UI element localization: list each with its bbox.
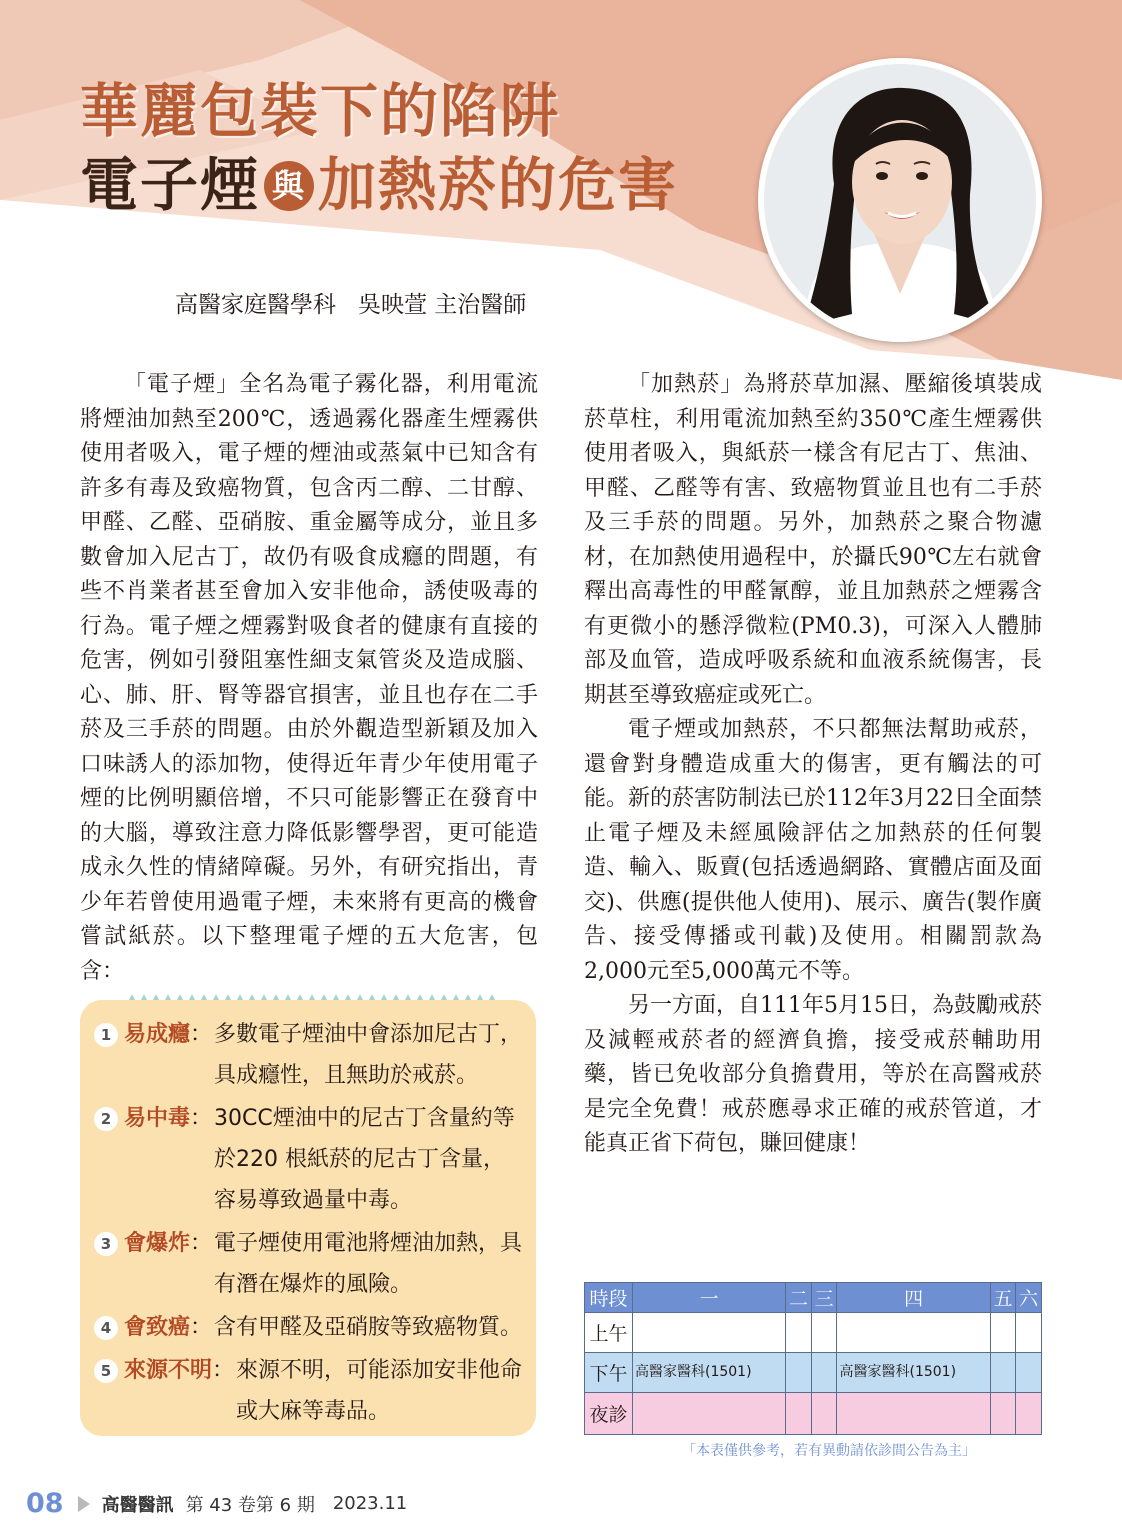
hazard-description: 含有甲醛及亞硝胺等致癌物質。 [214,1315,523,1340]
schedule-note: 「本表僅供參考，若有異動請依診間公告為主」 [682,1443,976,1459]
hazards-box [80,1000,536,1436]
hazard-name: 會爆炸 [124,1231,191,1256]
table-header-cell: 時段 [585,1283,633,1313]
author-portrait [758,58,1042,342]
table-cell [1016,1313,1042,1353]
journal-date: 2023.11 [332,1493,408,1514]
table-cell [990,1313,1016,1353]
table-header-cell: 二 [786,1283,812,1313]
table-header-row [585,1283,1042,1313]
byline [175,286,526,319]
title-e-cigarette: 電子煙 [80,151,261,219]
table-cell [811,1313,837,1353]
title-conjunction-badge: 與 [264,161,314,211]
table-cell [811,1393,837,1435]
table-cell: 高醫家醫科(1501) [837,1353,990,1393]
hazard-colon: ： [190,1106,213,1131]
hazard-name: 易成癮 [124,1022,191,1047]
hazard-item-1 [94,1014,526,1096]
hazard-colon: ： [212,1358,235,1383]
article-left-column [80,368,538,989]
hazard-number-badge: 4 [94,1316,118,1340]
table-header-cell: 三 [811,1283,837,1313]
hazard-number-badge: 5 [94,1359,118,1383]
row-label: 上午 [585,1313,633,1353]
table-cell [837,1313,990,1353]
table-header-cell: 四 [837,1283,990,1313]
table-cell [786,1393,812,1435]
table-cell: 高醫家醫科(1501) [633,1353,786,1393]
table-header-cell: 五 [990,1283,1016,1313]
row-label: 夜診 [585,1393,633,1435]
table-cell [990,1393,1016,1435]
table-row [585,1393,1042,1435]
row-label: 下午 [585,1353,633,1393]
hazard-number-badge: 2 [94,1107,118,1131]
article-paragraph: 「加熱菸」為將菸草加濕、壓縮後填裝成菸草柱，利用電流加熱至約350℃產生煙霧供使用者吸入，與紙菸一樣含有尼古丁、焦油、甲醛、乙醛等有害、致癌物質並且也有二手菸及三手菸的問題。另外，加熱菸之聚合物濾材，在加熱使用過程中，於攝氏90℃左右就會釋出高毒性的甲醛氰醇，並且加熱菸之煙霧含有更微小的懸浮微粒(PM0.3)，可深入人體肺部及血管，造成呼吸系統和血液系統傷害，長期甚至導致癌症或死亡。 [584,372,1042,708]
hazard-description: 30CC煙油中的尼古丁含量約等於220 根紙菸的尼古丁含量，容易導致過量中毒。 [214,1106,515,1213]
page-number: 08 [26,1488,64,1519]
hazard-colon: ： [190,1022,213,1047]
table-cell [837,1393,990,1435]
play-arrow-icon [78,1496,90,1512]
hazard-description: 電子煙使用電池將煙油加熱，具有潛在爆炸的風險。 [214,1231,523,1297]
table-cell [811,1353,837,1393]
table-cell [786,1353,812,1393]
journal-name: 高醫醫訊 [101,1494,174,1516]
table-cell [1016,1393,1042,1435]
hazard-name: 會致癌 [124,1315,191,1340]
hazard-item-3 [94,1223,526,1305]
table-cell [990,1353,1016,1393]
table-cell [633,1313,786,1353]
hazard-description: 多數電子煙油中會添加尼古丁，具成癮性，且無助於戒菸。 [214,1022,523,1088]
hazard-name: 易中毒 [124,1106,191,1131]
hazard-item-2 [94,1098,526,1221]
journal-issue: 第 43 卷第 6 期 [185,1494,315,1516]
author-department: 高醫家庭醫學科 [175,292,336,318]
page-footer [26,1488,407,1519]
hazard-name: 來源不明 [124,1358,213,1383]
hazard-colon: ： [190,1315,213,1340]
title-line-2 [80,138,678,222]
title-heated-tobacco: 加熱菸 [318,151,499,219]
title-line-1: 華麗包裝下的陷阱 [80,77,561,145]
hazard-colon: ： [190,1231,213,1256]
hazard-item-5 [94,1350,526,1432]
article-paragraph: 「電子煙」全名為電子霧化器，利用電流將煙油加熱至200℃，透過霧化器產生煙霧供使用者吸入，電子煙的煙油或蒸氣中已知含有許多有毒及致癌物質，包含丙二醇、二甘醇、甲醛、乙醛、亞硝胺、重金屬等成分，並且多數會加入尼古丁，故仍有吸食成癮的問題，有些不肖業者甚至會加入安非他命，誘使吸毒的行為。電子煙之煙霧對吸食者的健康有直接的危害，例如引發阻塞性細支氣管炎及造成腦、心、肺、肝、腎等器官損害，並且也存在二手菸及三手菸的問題。由於外觀造型新穎及加入口味誘人的添加物，使得近年青少年使用電子煙的比例明顯倍增，不只可能影響正在發育中的大腦，導致注意力降低影響學習，更可能造成永久性的情緒障礙。另外，有研究指出，青少年若曾使用過電子煙，未來將有更高的機會嘗試紙菸。以下整理電子煙的五大危害，包含： [80,372,538,984]
author-name: 吳映萱 主治醫師 [358,292,527,318]
clinic-schedule-table [584,1282,1042,1435]
doctor-portrait-illustration [764,64,1036,336]
hazard-item-4 [94,1307,526,1348]
table-row [585,1353,1042,1393]
table-row [585,1313,1042,1353]
article-right-column [584,368,1042,1162]
article-paragraph: 電子煙或加熱菸，不只都無法幫助戒菸，還會對身體造成重大的傷害，更有觸法的可能。新的菸害防制法已於112年3月22日全面禁止電子煙及未經風險評估之加熱菸的任何製造、輸入、販賣(包括透過網路、實體店面及面交)、供應(提供他人使用)、展示、廣告(製作廣告、接受傳播或刊載)及使用。相關罰款為2,000元至5,000萬元不等。 [584,717,1042,984]
hazard-description: 來源不明，可能添加安非他命或大麻等毒品。 [236,1358,523,1424]
table-header-cell: 一 [633,1283,786,1313]
table-cell [786,1313,812,1353]
hazard-number-badge: 1 [94,1023,118,1047]
title-harm: 的危害 [498,151,679,219]
article-paragraph: 另一方面，自111年5月15日，為鼓勵戒菸及減輕戒菸者的經濟負擔，接受戒菸輔助用藥，皆已免收部分負擔費用，等於在高醫戒菸是完全免費！戒菸應尋求正確的戒菸管道，才能真正省下荷包，賺回健康！ [584,993,1042,1156]
table-header-cell: 六 [1016,1283,1042,1313]
hazard-number-badge: 3 [94,1232,118,1256]
table-cell [1016,1353,1042,1393]
table-cell [633,1393,786,1435]
